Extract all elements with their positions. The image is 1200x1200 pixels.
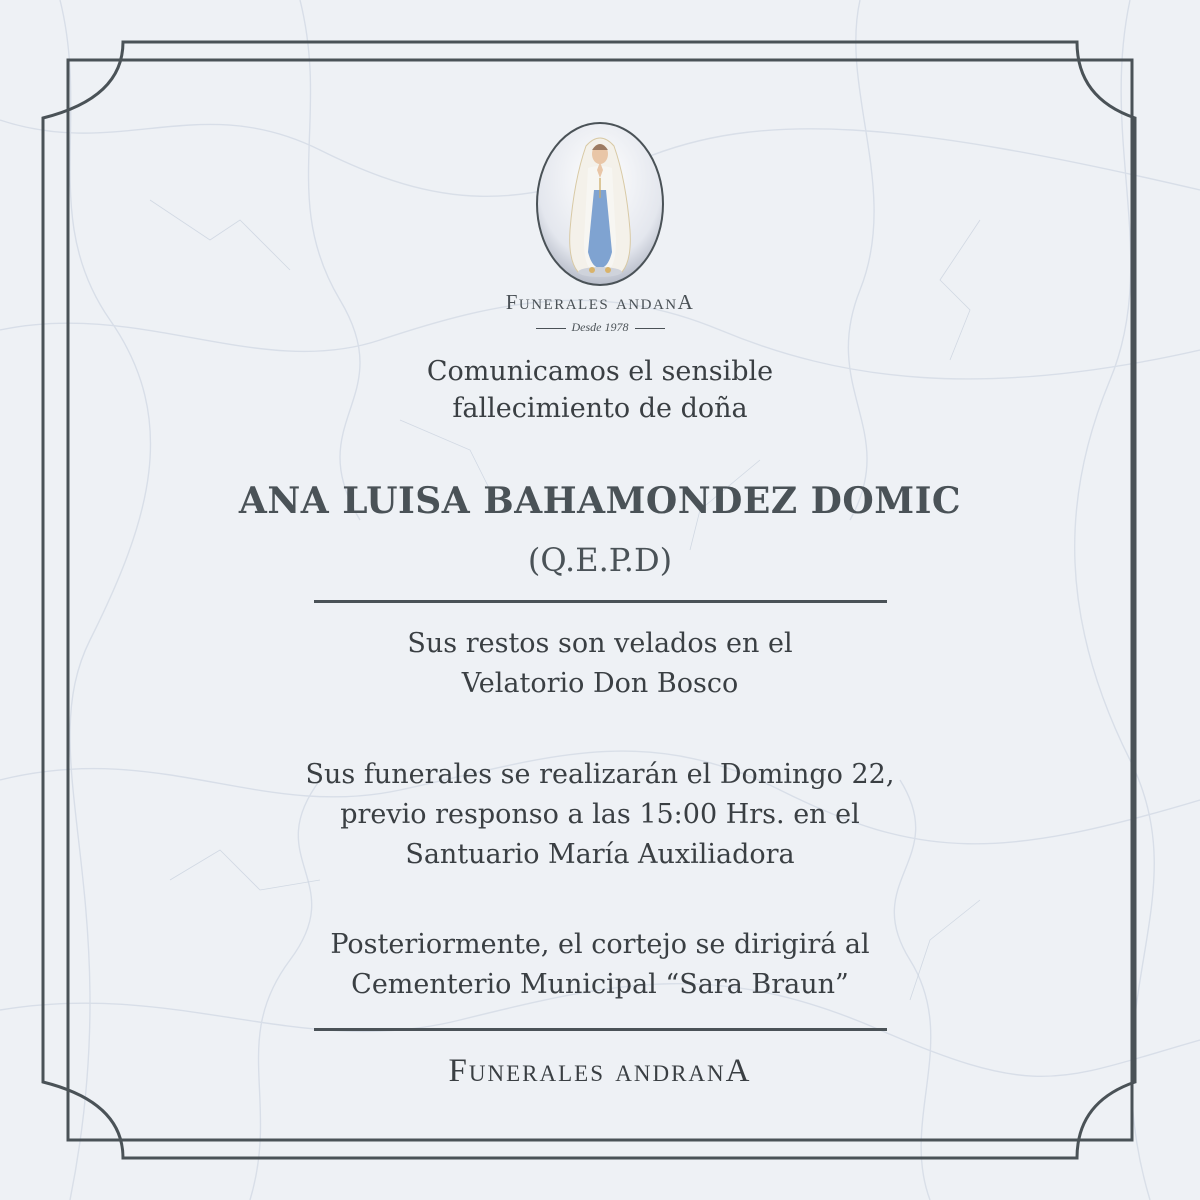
funeral-line: Sus funerales se realizarán el Domingo 22, bbox=[305, 759, 895, 790]
brand-since bbox=[0, 320, 1200, 335]
signature: Funerales andranA bbox=[448, 1053, 752, 1089]
since-dash-right bbox=[635, 328, 665, 329]
brand-logo-text: Funerales andanA bbox=[505, 290, 695, 314]
divider-bottom bbox=[314, 1028, 887, 1031]
wake-info bbox=[0, 624, 1200, 704]
since-text: Desde 1978 bbox=[571, 320, 629, 334]
funeral-line: Santuario María Auxiliadora bbox=[405, 839, 795, 870]
qepd-label: (Q.E.P.D) bbox=[527, 541, 673, 579]
virgin-mary-emblem bbox=[534, 120, 666, 288]
funeral-info bbox=[0, 755, 1200, 875]
burial-info bbox=[0, 925, 1200, 1005]
since-dash-left bbox=[536, 328, 566, 329]
wake-line: Velatorio Don Bosco bbox=[461, 668, 739, 699]
deceased-name: ANA LUISA BAHAMONDEZ DOMIC bbox=[238, 480, 962, 522]
intro-line: fallecimiento de doña bbox=[452, 393, 748, 424]
burial-line: Posteriormente, el cortejo se dirigirá al bbox=[330, 929, 870, 960]
wake-line: Sus restos son velados en el bbox=[407, 628, 793, 659]
divider-top bbox=[314, 600, 887, 603]
funeral-line: previo responso a las 15:00 Hrs. en el bbox=[340, 799, 860, 830]
burial-line: Cementerio Municipal “Sara Braun” bbox=[351, 969, 849, 1000]
intro-text bbox=[0, 353, 1200, 427]
intro-line: Comunicamos el sensible bbox=[426, 356, 774, 387]
